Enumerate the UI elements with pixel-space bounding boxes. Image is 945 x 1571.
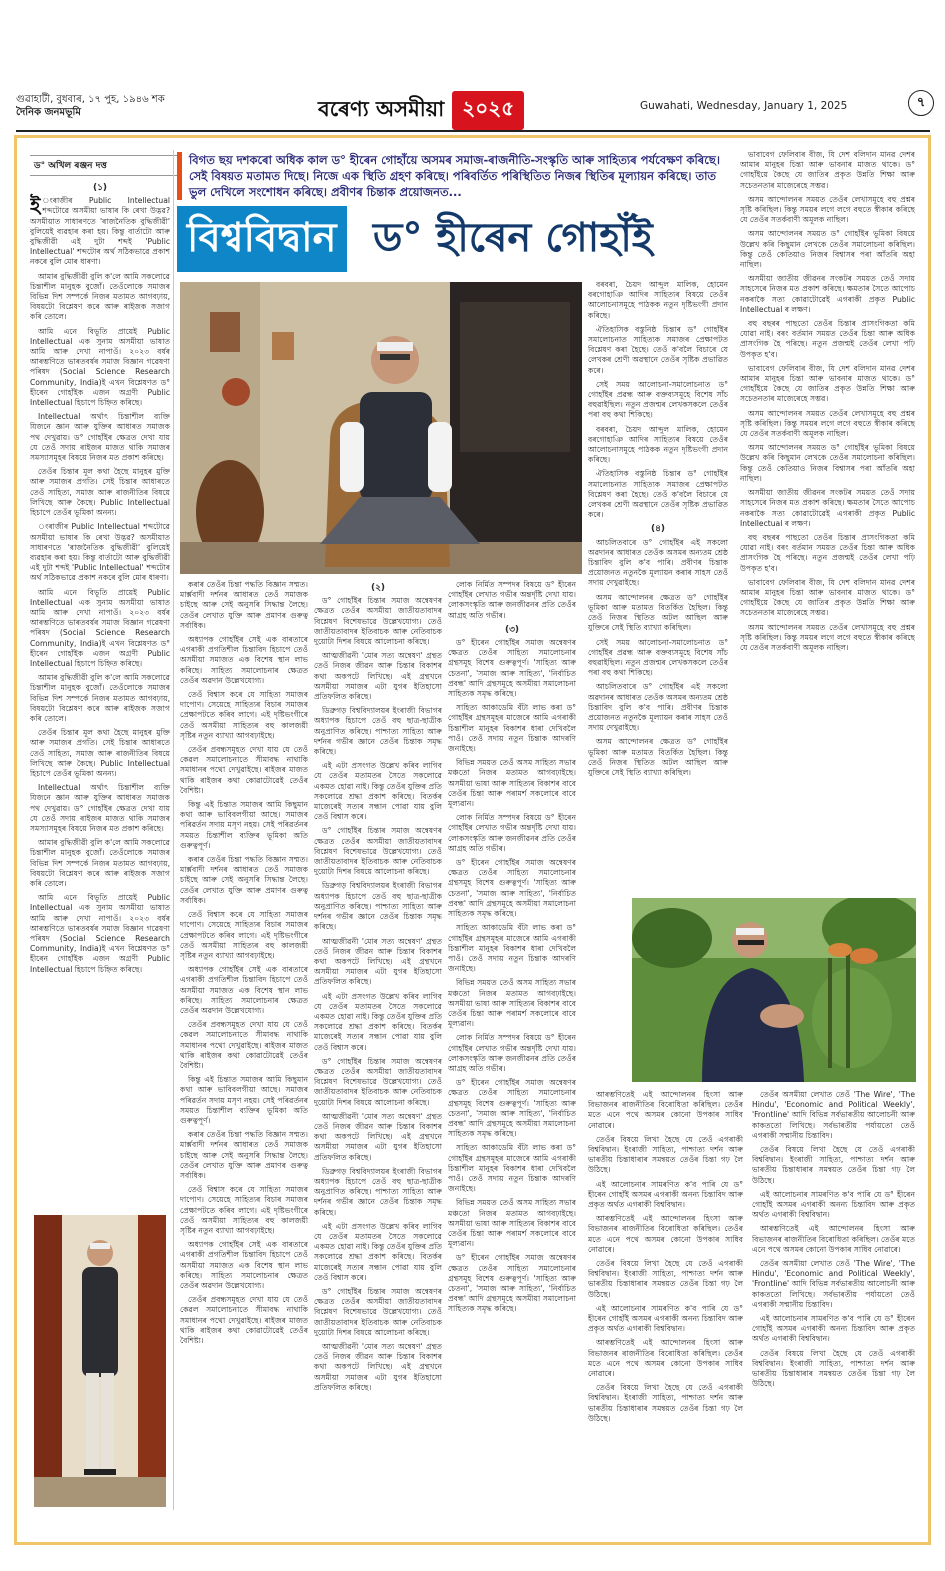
column-3 [314,580,442,1510]
main-portrait-photo [180,282,582,574]
section-number-3: (৩) [504,624,520,635]
section-title [318,90,524,130]
headline [177,206,733,272]
paragraph: আমাৰ বুদ্ধিজীৱী বুলি ক'লে আমি সকলোৱে চিন্তাশীল মানুহক বুজোঁ। তেওঁলোকে সমাজৰ বিভিন্ন দিশ সম্পৰ্কে নিজৰ মতামত আগবঢ়ায়, বিষয়টো বিশ্লেষণ কৰে আৰু ৰাইজক সজাগ কৰি তোলে। [30,838,170,888]
paragraph: ভাবাবেগ ফেলিবাৰ বীজ, যি দেশ বলিদান মানৱ দেশৰ আমাৰ মানুহৰ চিন্তা আৰু ভাবনাৰ মাজত থাকে। ড° গোহাঁইয়ে কৈছে যে জাতিৰ প্ৰকৃত উন্নতি শিক্ষা আৰু সচেতনতাৰ মাজেৰেহে সম্ভৱ। [740,577,915,618]
paragraph: অসম আন্দোলনৰ সময়ত ড° গোহাঁইৰ ভূমিকা বিষয়ে উল্লেখ কৰি কিছুমান লেখকে তেওঁৰ সমালোচনা কৰিছিল। কিন্তু তেওঁ কেতিয়াও নিজৰ বিশ্বাসৰ পৰা আঁতৰি অহা নাছিল। [740,229,915,270]
paragraph: সাহিত্য আকাডেমি বঁটা লাভ কৰা ড° গোহাঁইৰ গ্ৰন্থসমূহৰ মাজেৰে আমি এগৰাকী চিন্তাশীল মানুহৰ বিকাশৰ ধাৰা দেখিবলৈ পাওঁ। তেওঁ সদায় নতুন চিন্তাক আদৰণি জনাইছে। [448,1143,576,1194]
paragraph: বহু বছৰৰ পাছতো তেওঁৰ চিন্তাৰ প্ৰাসংগিকতা কমি যোৱা নাই। বৰং বৰ্তমান সময়ত তেওঁৰ চিন্তা আৰু অধিক প্ৰাসংগিক হৈ পৰিছে। নতুন প্ৰজন্মই তেওঁৰ লেখা পঢ়ি উপকৃত হ'ব। [740,532,915,573]
paragraph: এই আলোচনাৰ সামৰণিত ক'ব পাৰি যে ড° হীৰেন গোহাঁই অসমৰ এগৰাকী অনন্য চিন্তাবিদ আৰু প্ৰকৃত অৰ্থত এগৰাকী বিশ্ববিদ্বান। [588,1179,743,1210]
paragraph: লোক নিৰ্মিত সম্পদৰ বিষয়ে ড° হীৰেন গোহাঁইৰ লেখাত গভীৰ অন্তৰ্দৃষ্টি দেখা যায়। লোকসংস্কৃতি আৰু জনজীৱনৰ প্ৰতি তেওঁৰ আগ্ৰহ অতি গভীৰ। [448,1033,576,1073]
paragraph: আৰম্ভণিতেই এই আন্দোলনৰ হিংসা আৰু বিভাজনৰ ৰাজনীতিৰ বিৰোধিতা কৰিছিল। তেওঁৰ মতে এনে পথে অসমৰ কোনো উপকাৰ সাধিব নোৱাৰে। [752,1224,915,1254]
column-4 [448,580,576,1510]
paragraph: বৰবৰা, চৈয়দ আব্দুল মালিক, হোমেন বৰগোহাঞি আদিৰ সাহিত্যৰ বিষয়ে তেওঁৰ আলোচনাসমূহে পাঠকক নতুন দৃষ্টিভংগী প্ৰদান কৰিছে। [588,280,728,320]
paragraph: অধ্যাপক গোহাঁইৰ সেই এক বাৰতাৰে এগৰাকী প্ৰগতিশীল চিন্তাবিদ হিচাপে তেওঁ অসমীয়া সমাজত এক বিশেষ স্থান লাভ কৰিছে। সাহিত্য সমালোচনাৰ ক্ষেত্ৰত তেওঁৰ অৱদান উল্লেখযোগ্য। [180,635,308,685]
paragraph: বিভিন্ন সময়ত তেওঁ অসম সাহিত্য সভাৰ মঞ্চতো নিজৰ মতামত আগবঢ়াইছে। অসমীয়া ভাষা আৰু সাহিত্যৰ বিকাশৰ বাবে তেওঁৰ চিন্তা আৰু পৰামৰ্শ সকলোৰে বাবে মূল্যৱান। [448,978,576,1029]
paragraph: এই এটা প্ৰসংগত উল্লেখ কৰিব লাগিব যে তেওঁৰ মতামতৰ সৈতে সকলোৱে একমত হোৱা নাই। কিন্তু তেওঁৰ যুক্তিৰ প্ৰতি সকলোৱে শ্ৰদ্ধা প্ৰকাশ কৰিছে। বিতৰ্কৰ মাজেৰেই সত্যৰ সন্ধান পোৱা যায় বুলি তেওঁ বিশ্বাস কৰে। [314,1221,442,1282]
headline-highlight: বিশ্ববিদ্বান [177,206,347,272]
paragraph: অসম আন্দোলনৰ ক্ষেত্ৰত ড° গোহাঁইৰ ভূমিকা আৰু মতামত বিতৰ্কিত হৈছিল। কিন্তু তেওঁ নিজৰ স্থিতিত অটল আছিল আৰু যুক্তিৰে সেই স্থিতি ব্যাখ্যা কৰিছিল। [588,592,728,633]
paragraph: অসম আন্দোলনৰ সময়ত তেওঁৰ লেখাসমূহে বহু প্ৰশ্নৰ সৃষ্টি কৰিছিল। কিন্তু সময়ৰ লগে লগে বহুতে স্বীকাৰ কৰিছে যে তেওঁৰ সতৰ্কবাণী অমূলক নাছিল। [740,194,915,225]
column-divider [173,150,174,1510]
paragraph: অসমীয়া জাতীয় জীৱনৰ সংকটৰ সময়ত তেওঁ সদায় সাহসেৰে নিজৰ মত প্ৰকাশ কৰিছে। ক্ষমতাৰ সৈতে আপোচ নকৰাকৈ সত্য কোৱাটোৱেই এগৰাকী প্ৰকৃত Public Intellectual ৰ লক্ষণ। [740,274,915,314]
lede-text: বিগত ছয় দশকৰো অধিক কাল ড° হীৰেন গোহাঁয়ে অসমৰ সমাজ-ৰাজনীতি-সংস্কৃতি আৰু সাহিত্যৰ পৰ্যবেক্ষণ কৰিছে। সেই বিষয়ত মতামত দিছে। নিজে এক স্থিতি গ্ৰহণ কৰিছে। পৰিবৰ্তিত পৰিস্থিতিত নিজৰ স্থিতিৰ মূল্যায়ন কৰিছে। তাত ভুল দেখিলে সংশোধন কৰিছে। প্ৰবীণৰ চিন্তাক প্ৰয়োজনত... [189,153,720,199]
paragraph: তেওঁৰ প্ৰবন্ধসমূহত দেখা যায় যে তেওঁ কেৱল সমালোচনাতে সীমাবদ্ধ নাথাকি সমাধানৰ পথো দেখুৱাইছে। ৰাইজৰ মাজত থাকি ৰাইজৰ কথা কোৱাটোৱেই তেওঁৰ বৈশিষ্ট্য। [180,1295,308,1346]
standing-portrait-photo [34,1215,166,1507]
paragraph: আৰম্ভণিতেই এই আন্দোলনৰ হিংসা আৰু বিভাজনৰ ৰাজনীতিৰ বিৰোধিতা কৰিছিল। তেওঁৰ মতে এনে পথে অসমৰ কোনো উপকাৰ সাধিব নোৱাৰে। [588,1214,743,1254]
paragraph: ডিব্ৰুগড় বিশ্ববিদ্যালয়ৰ ইংৰাজী বিভাগৰ অধ্যাপক হিচাপে তেওঁ বহু ছাত্ৰ-ছাত্ৰীক অনুপ্ৰাণিত কৰিছে। পাশ্চাত্য সাহিত্য আৰু দৰ্শনৰ গভীৰ জ্ঞানে তেওঁৰ চিন্তাক সমৃদ্ধ কৰিছে। [314,1166,442,1217]
paragraph: ড° হীৰেন গোহাঁইৰ সমাজ অন্বেষণৰ ক্ষেত্ৰত তেওঁৰ সাহিত্য সমালোচনাৰ গ্ৰন্থসমূহ বিশেষ গুৰুত্বপূৰ্ণ। 'সাহিত্য আৰু চেতনা', 'সমাজ আৰু সাহিত্য', 'নিৰ্বাচিত প্ৰবন্ধ' আদি গ্ৰন্থসমূহে অসমীয়া সমালোচনা সাহিত্যক সমৃদ্ধ কৰিছে। [448,1078,576,1139]
paragraph: অসম আন্দোলনৰ ক্ষেত্ৰত ড° গোহাঁইৰ ভূমিকা আৰু মতামত বিতৰ্কিত হৈছিল। কিন্তু তেওঁ নিজৰ স্থিতিত অটল আছিল আৰু যুক্তিৰে সেই স্থিতি ব্যাখ্যা কৰিছিল। [588,737,728,777]
column-6-lower [752,1090,915,1510]
column-2 [180,580,308,1510]
paragraph: ডিব্ৰুগড় বিশ্ববিদ্যালয়ৰ ইংৰাজী বিভাগৰ অধ্যাপক হিচাপে তেওঁ বহু ছাত্ৰ-ছাত্ৰীক অনুপ্ৰাণিত কৰিছে। পাশ্চাত্য সাহিত্য আৰু দৰ্শনৰ গভীৰ জ্ঞানে তেওঁৰ চিন্তাক সমৃদ্ধ কৰিছে। [314,881,442,932]
column-6 [740,150,915,892]
paragraph: ড° গোহাঁইৰ চিন্তাৰ সমাজ অন্বেষণৰ ক্ষেত্ৰত তেওঁৰ অসমীয়া জাতীয়তাবাদৰ বিশ্লেষণ বিশেষভাৱে উল্লেখযোগ্য। তেওঁ জাতীয়তাবাদৰ ইতিবাচক আৰু নেতিবাচক দুয়োটা দিশৰ বিষয়ে আলোচনা কৰিছে। [314,596,442,647]
paragraph: ড° হীৰেন গোহাঁইৰ সমাজ অন্বেষণৰ ক্ষেত্ৰত তেওঁৰ সাহিত্য সমালোচনাৰ গ্ৰন্থসমূহ বিশেষ গুৰুত্বপূৰ্ণ। 'সাহিত্য আৰু চেতনা', 'সমাজ আৰু সাহিত্য', 'নিৰ্বাচিত প্ৰবন্ধ' আদি গ্ৰন্থসমূহে অসমীয়া সমালোচনা সাহিত্যক সমৃদ্ধ কৰিছে। [448,638,576,699]
paragraph: Intellectual অৰ্থাৎ চিন্তাশীল ব্যক্তি যিজনে জ্ঞান আৰু যুক্তিৰ আধাৰত সমাজক পথ দেখুৱায়। ড° গোহাঁইৰ ক্ষেত্ৰত দেখা যায় যে তেওঁ সদায় ৰাইজৰ মাজত থাকি সমাজৰ সমস্যাসমূহৰ বিষয়ে নিজৰ মত প্ৰকাশ কৰিছে। [30,783,170,833]
paragraph: এই এটা প্ৰসংগত উল্লেখ কৰিব লাগিব যে তেওঁৰ মতামতৰ সৈতে সকলোৱে একমত হোৱা নাই। কিন্তু তেওঁৰ যুক্তিৰ প্ৰতি সকলোৱে শ্ৰদ্ধা প্ৰকাশ কৰিছে। বিতৰ্কৰ মাজেৰেই সত্যৰ সন্ধান পোৱা যায় বুলি তেওঁ বিশ্বাস কৰে। [314,761,442,822]
paragraph: আমি এনে বিভূতি প্ৰায়েই Public Intellectual এক সুনাম অসমীয়া ভাষাত আমি আৰু দেখা নাপাওঁ। ২০২৩ বৰ্ষৰ আৰম্ভণিতে ভাৰতবৰ্ষৰ সমাজ বিজ্ঞান গৱেষণা পৰিষদ (Social Science Research Community, India)ই এখন বিশ্লেষণত ড° হীৰেন গোহাঁইক এজন অগ্ৰণী Public Intellectual হিচাপে চিহ্নিত কৰিছে। [30,587,170,668]
paragraph: অধ্যাপক গোহাঁইৰ সেই এক বাৰতাৰে এগৰাকী প্ৰগতিশীল চিন্তাবিদ হিচাপে তেওঁ অসমীয়া সমাজত এক বিশেষ স্থান লাভ কৰিছে। সাহিত্য সমালোচনাৰ ক্ষেত্ৰত তেওঁৰ অৱদান উল্লেখযোগ্য। [180,1240,308,1290]
paragraph: আমাৰ বুদ্ধিজীৱী বুলি ক'লে আমি সকলোৱে চিন্তাশীল মানুহক বুজোঁ। তেওঁলোকে সমাজৰ বিভিন্ন দিশ সম্পৰ্কে নিজৰ মতামত আগবঢ়ায়, বিষয়টো বিশ্লেষণ কৰে আৰু ৰাইজক সজাগ কৰি তোলে। [30,271,170,322]
paragraph: তেওঁৰ প্ৰবন্ধসমূহত দেখা যায় যে তেওঁ কেৱল সমালোচনাতে সীমাবদ্ধ নাথাকি সমাধানৰ পথো দেখুৱাইছে। ৰাইজৰ মাজত থাকি ৰাইজৰ কথা কোৱাটোৱেই তেওঁৰ বৈশিষ্ট্য। [180,745,308,795]
column-5-lower [588,1090,743,1510]
paragraph: ঐতিহাসিক বস্তুনিষ্ঠ চিন্তাৰ ড° গোহাঁইৰ সমালোচনাত সাহিত্যক সমাজৰ প্ৰেক্ষাপটত বিশ্লেষণ কৰা হৈছে। তেওঁ ক'বলৈ বিচাৰে যে লেখকৰ শ্ৰেণী অৱস্থানে তেওঁৰ সৃষ্টিক প্ৰভাৱিত কৰে। [588,324,728,375]
page-number: ৭ [908,90,934,116]
paragraph: তেওঁ বিশ্বাস কৰে যে সাহিত্য সমাজৰ দাপোণ। সেয়েহে সাহিত্যৰ বিচাৰ সমাজৰ প্ৰেক্ষাপটতে কৰিব লাগে। এই দৃষ্টিভংগীৰে তেওঁ অসমীয়া সাহিত্যৰ বহু কালজয়ী সৃষ্টিৰ নতুন ব্যাখ্যা আগবঢ়াইছে। [180,690,308,740]
paragraph: লোক নিৰ্মিত সম্পদৰ বিষয়ে ড° হীৰেন গোহাঁইৰ লেখাত গভীৰ অন্তৰ্দৃষ্টি দেখা যায়। লোকসংস্কৃতি আৰু জনজীৱনৰ প্ৰতি তেওঁৰ আগ্ৰহ অতি গভীৰ। [448,813,576,853]
paragraph: কৰাৰ তেওঁৰ চিন্তা পদ্ধতি বিজ্ঞান সম্মত। মাৰ্ক্সবাদী দৰ্শনৰ আধাৰত তেওঁ সমাজক চাইছে আৰু সেই অনুসৰি সিদ্ধান্ত লৈছে। তেওঁৰ লেখাত যুক্তি আৰু প্ৰমাণৰ গুৰুত্ব সৰ্বাধিক। [180,855,308,905]
paragraph: ড° গোহাঁইৰ চিন্তাৰ সমাজ অন্বেষণৰ ক্ষেত্ৰত তেওঁৰ অসমীয়া জাতীয়তাবাদৰ বিশ্লেষণ বিশেষভাৱে উল্লেখযোগ্য। তেওঁ জাতীয়তাবাদৰ ইতিবাচক আৰু নেতিবাচক দুয়োটা দিশৰ বিষয়ে আলোচনা কৰিছে। [314,826,442,877]
byline: ড° অখিল ৰঞ্জন দত্ত [30,155,178,176]
paragraph: বিভিন্ন সময়ত তেওঁ অসম সাহিত্য সভাৰ মঞ্চতো নিজৰ মতামত আগবঢ়াইছে। অসমীয়া ভাষা আৰু সাহিত্যৰ বিকাশৰ বাবে তেওঁৰ চিন্তা আৰু পৰামৰ্শ সকলোৰে বাবে মূল্যৱান। [448,1198,576,1249]
paragraph: তেওঁৰ বিষয়ে লিখা হৈছে যে তেওঁ এগৰাকী বিশ্ববিদ্বান। ইংৰাজী সাহিত্য, পাশ্চাত্য দৰ্শন আৰু ভাৰতীয় চিন্তাধাৰাৰ সমন্বয়ত তেওঁৰ চিন্তা গঢ় লৈ উঠিছে। [752,1348,915,1389]
dateline-local [16,93,165,119]
paragraph: এই আলোচনাৰ সামৰণিত ক'ব পাৰি যে ড° হীৰেন গোহাঁই অসমৰ এগৰাকী অনন্য চিন্তাবিদ আৰু প্ৰকৃত অৰ্থত এগৰাকী বিশ্ববিদ্বান। [588,1303,743,1334]
paragraph: ভাবাবেগ ফেলিবাৰ বীজ, যি দেশ বলিদান মানৱ দেশৰ আমাৰ মানুহৰ চিন্তা আৰু ভাবনাৰ মাজত থাকে। ড° গোহাঁইয়ে কৈছে যে জাতিৰ প্ৰকৃত উন্নতি শিক্ষা আৰু সচেতনতাৰ মাজেৰেহে সম্ভৱ। [740,363,915,404]
paragraph: অসম আন্দোলনৰ সময়ত তেওঁৰ লেখাসমূহে বহু প্ৰশ্নৰ সৃষ্টি কৰিছিল। কিন্তু সময়ৰ লগে লগে বহুতে স্বীকাৰ কৰিছে যে তেওঁৰ সতৰ্কবাণী অমূলক নাছিল। [740,622,915,652]
paragraph: ভাবাবেগ ফেলিবাৰ বীজ, যি দেশ বলিদান মানৱ দেশৰ আমাৰ মানুহৰ চিন্তা আৰু ভাবনাৰ মাজত থাকে। ড° গোহাঁইয়ে কৈছে যে জাতিৰ প্ৰকৃত উন্নতি শিক্ষা আৰু সচেতনতাৰ মাজেৰেহে সম্ভৱ। [740,150,915,190]
paragraph: অধ্যাপক গোহাঁইৰ সেই এক বাৰতাৰে এগৰাকী প্ৰগতিশীল চিন্তাবিদ হিচাপে তেওঁ অসমীয়া সমাজত এক বিশেষ স্থান লাভ কৰিছে। সাহিত্য সমালোচনাৰ ক্ষেত্ৰত তেওঁৰ অৱদান উল্লেখযোগ্য। [180,965,308,1015]
paragraph: কৰাৰ তেওঁৰ চিন্তা পদ্ধতি বিজ্ঞান সম্মত। মাৰ্ক্সবাদী দৰ্শনৰ আধাৰত তেওঁ সমাজক চাইছে আৰু সেই অনুসৰি সিদ্ধান্ত লৈছে। তেওঁৰ লেখাত যুক্তি আৰু প্ৰমাণৰ গুৰুত্ব সৰ্বাধিক। [180,1130,308,1180]
dateline-english: Guwahati, Wednesday, January 1, 2025 [640,100,848,112]
paragraph: কিন্তু এই চিন্তাত সমাজৰ আমি কিছুমান কথা আৰু ভাবিবলগীয়া আছে। সমাজৰ পৰিৱৰ্তন সদায় মসৃণ নহয়। সেই পৰিৱৰ্তনৰ সময়ত চিন্তাশীল ব্যক্তিৰ ভূমিকা অতি গুৰুত্বপূৰ্ণ। [180,800,308,850]
paragraph: আৰম্ভণিতেই এই আন্দোলনৰ হিংসা আৰু বিভাজনৰ ৰাজনীতিৰ বিৰোধিতা কৰিছিল। তেওঁৰ মতে এনে পথে অসমৰ কোনো উপকাৰ সাধিব নোৱাৰে। [588,1338,743,1379]
paragraph: ড° হীৰেন গোহাঁইৰ সমাজ অন্বেষণৰ ক্ষেত্ৰত তেওঁৰ সাহিত্য সমালোচনাৰ গ্ৰন্থসমূহ বিশেষ গুৰুত্বপূৰ্ণ। 'সাহিত্য আৰু চেতনা', 'সমাজ আৰু সাহিত্য', 'নিৰ্বাচিত প্ৰবন্ধ' আদি গ্ৰন্থসমূহে অসমীয়া সমালোচনা সাহিত্যক সমৃদ্ধ কৰিছে। [448,1253,576,1314]
paragraph: ডিব্ৰুগড় বিশ্ববিদ্যালয়ৰ ইংৰাজী বিভাগৰ অধ্যাপক হিচাপে তেওঁ বহু ছাত্ৰ-ছাত্ৰীক অনুপ্ৰাণিত কৰিছে। পাশ্চাত্য সাহিত্য আৰু দৰ্শনৰ গভীৰ জ্ঞানে তেওঁৰ চিন্তাক সমৃদ্ধ কৰিছে। [314,706,442,757]
paragraph: তেওঁৰ চিন্তাৰ মূল কথা হৈছে মানুহৰ মুক্তি আৰু সমাজৰ প্ৰগতি। সেই চিন্তাৰ আধাৰতে তেওঁ সাহিত্য, সমাজ আৰু ৰাজনীতিৰ বিষয়ে লিখিছে আৰু কৈছে। Public Intellectual হিচাপে তেওঁৰ ভূমিকা অনন্য। [30,728,170,778]
paragraph: লোক নিৰ্মিত সম্পদৰ বিষয়ে ড° হীৰেন গোহাঁইৰ লেখাত গভীৰ অন্তৰ্দৃষ্টি দেখা যায়। লোকসংস্কৃতি আৰু জনজীৱনৰ প্ৰতি তেওঁৰ আগ্ৰহ অতি গভীৰ। [448,580,576,620]
garden-portrait-photo [632,898,916,1082]
masthead [0,0,945,121]
paragraph: সাহিত্য আকাডেমি বঁটা লাভ কৰা ড° গোহাঁইৰ গ্ৰন্থসমূহৰ মাজেৰে আমি এগৰাকী চিন্তাশীল মানুহৰ বিকাশৰ ধাৰা দেখিবলৈ পাওঁ। তেওঁ সদায় নতুন চিন্তাক আদৰণি জনাইছে। [448,923,576,974]
paragraph: তেওঁৰ অসমীয়া লেখাত তেওঁ 'The Wire', 'The Hindu', 'Economic and Political Weekly', 'Frontline' আদি বিভিন্ন সৰ্বভাৰতীয় আলোচনী আৰু কাকততো লিখিছে। সৰ্বভাৰতীয় পৰ্যায়তো তেওঁ এগৰাকী সন্মানীয় চিন্তাবিদ। [752,1259,915,1309]
paragraph: আমি এনে বিভূতি প্ৰায়েই Public Intellectual এক সুনাম অসমীয়া ভাষাত আমি আৰু দেখা নাপাওঁ। ২০২৩ বৰ্ষৰ আৰম্ভণিতে ভাৰতবৰ্ষৰ সমাজ বিজ্ঞান গৱেষণা পৰিষদ (Social Science Research Community, India)ই এখন বিশ্লেষণত ড° হীৰেন গোহাঁইক এজন অগ্ৰণী Public Intellectual হিচাপে চিহ্নিত কৰিছে। [30,893,170,974]
paragraph: আত্মজীৱনী 'মোৰ সত্য অন্বেষণ' গ্ৰন্থত তেওঁ নিজৰ জীৱন আৰু চিন্তাৰ বিকাশৰ কথা অকপটে লিখিছে। এই গ্ৰন্থখনে অসমীয়া সমাজৰ এটা যুগৰ ইতিহাসো প্ৰতিফলিত কৰিছে। [314,1111,442,1162]
paragraph: বৰবৰা, চৈয়দ আব্দুল মালিক, হোমেন বৰগোহাঞি আদিৰ সাহিত্যৰ বিষয়ে তেওঁৰ আলোচনাসমূহে পাঠকক নতুন দৃষ্টিভংগী প্ৰদান কৰিছে। [588,424,728,465]
paragraph: সাহিত্য আকাডেমি বঁটা লাভ কৰা ড° গোহাঁইৰ গ্ৰন্থসমূহৰ মাজেৰে আমি এগৰাকী চিন্তাশীল মানুহৰ বিকাশৰ ধাৰা দেখিবলৈ পাওঁ। তেওঁ সদায় নতুন চিন্তাক আদৰণি জনাইছে। [448,703,576,754]
year-badge: ২০২৫ [452,91,524,130]
paragraph: আমাৰ বুদ্ধিজীৱী বুলি ক'লে আমি সকলোৱে চিন্তাশীল মানুহক বুজোঁ। তেওঁলোকে সমাজৰ বিভিন্ন দিশ সম্পৰ্কে নিজৰ মতামত আগবঢ়ায়, বিষয়টো বিশ্লেষণ কৰে আৰু ৰাইজক সজাগ কৰি তোলে। [30,673,170,723]
paragraph: তেওঁৰ বিষয়ে লিখা হৈছে যে তেওঁ এগৰাকী বিশ্ববিদ্বান। ইংৰাজী সাহিত্য, পাশ্চাত্য দৰ্শন আৰু ভাৰতীয় চিন্তাধাৰাৰ সমন্বয়ত তেওঁৰ চিন্তা গঢ় লৈ উঠিছে। [588,1383,743,1423]
paragraph: আত্মজীৱনী 'মোৰ সত্য অন্বেষণ' গ্ৰন্থত তেওঁ নিজৰ জীৱন আৰু চিন্তাৰ বিকাশৰ কথা অকপটে লিখিছে। এই গ্ৰন্থখনে অসমীয়া সমাজৰ এটা যুগৰ ইতিহাসো প্ৰতিফলিত কৰিছে। [314,936,442,987]
paragraph: কৰাৰ তেওঁৰ চিন্তা পদ্ধতি বিজ্ঞান সম্মত। মাৰ্ক্সবাদী দৰ্শনৰ আধাৰত তেওঁ সমাজক চাইছে আৰু সেই অনুসৰি সিদ্ধান্ত লৈছে। তেওঁৰ লেখাত যুক্তি আৰু প্ৰমাণৰ গুৰুত্ব সৰ্বাধিক। [180,580,308,630]
paragraph: আচলিতবাৰে ড° গোহাঁইৰ এই সকলো অৱদানৰ আধাৰত তেওঁক অসমৰ অন্যতম শ্ৰেষ্ঠ চিন্তাবিদ বুলি ক'ব পাৰি। প্ৰবীণৰ চিন্তাক প্ৰয়োজনত নতুনকৈ মূল্যায়ন কৰাৰ সাহস তেওঁ সদায় দেখুৱাইছে। [588,537,728,588]
paragraph: এই আলোচনাৰ সামৰণিত ক'ব পাৰি যে ড° হীৰেন গোহাঁই অসমৰ এগৰাকী অনন্য চিন্তাবিদ আৰু প্ৰকৃত অৰ্থত এগৰাকী বিশ্ববিদ্বান। [752,1314,915,1344]
paragraph: আৰম্ভণিতেই এই আন্দোলনৰ হিংসা আৰু বিভাজনৰ ৰাজনীতিৰ বিৰোধিতা কৰিছিল। তেওঁৰ মতে এনে পথে অসমৰ কোনো উপকাৰ সাধিব নোৱাৰে। [588,1090,743,1130]
lede-banner [177,152,728,200]
paragraph: আত্মজীৱনী 'মোৰ সত্য অন্বেষণ' গ্ৰন্থত তেওঁ নিজৰ জীৱন আৰু চিন্তাৰ বিকাশৰ কথা অকপটে লিখিছে। এই গ্ৰন্থখনে অসমীয়া সমাজৰ এটা যুগৰ ইতিহাসো প্ৰতিফলিত কৰিছে। [314,651,442,702]
paragraph: ংৰাজীৰ Public Intellectual শব্দটোৱে অসমীয়া ভাষাৰ কি ৰেখা উদ্ভৱ? অসমীয়াত সাধাৰণতে 'ৰাজনৈতিক বুদ্ধিজীৱী' বুলিয়েই ব্যৱহাৰ কৰা হয়। কিন্তু বাৰ্তাটো আৰু বুদ্ধিজীৱী এই দুটা শব্দই 'Public Intellectual' শব্দটোৰ অৰ্থ সঠিকভাৱে প্ৰকাশ নকৰে বুলি মোৰ ধাৰণা। [30,522,170,583]
drop-cap: ই [30,193,41,218]
paragraph: তেওঁৰ বিষয়ে লিখা হৈছে যে তেওঁ এগৰাকী বিশ্ববিদ্বান। ইংৰাজী সাহিত্য, পাশ্চাত্য দৰ্শন আৰু ভাৰতীয় চিন্তাধাৰাৰ সমন্বয়ত তেওঁৰ চিন্তা গঢ় লৈ উঠিছে। [588,1259,743,1299]
section-number-4: (৪) [650,524,666,535]
paragraph: ড° গোহাঁইৰ চিন্তাৰ সমাজ অন্বেষণৰ ক্ষেত্ৰত তেওঁৰ অসমীয়া জাতীয়তাবাদৰ বিশ্লেষণ বিশেষভাৱে উল্লেখযোগ্য। তেওঁ জাতীয়তাবাদৰ ইতিবাচক আৰু নেতিবাচক দুয়োটা দিশৰ বিষয়ে আলোচনা কৰিছে। [314,1287,442,1337]
paragraph: সেই সময় আলোচনা-সমালোচনাত ড° গোহাঁইৰ প্ৰৱন্ধ আৰু বক্তব্যসমূহে বিশেষ সাঁচ বহুৱাইছিল। নতুন প্ৰজন্মৰ লেখকসকলে তেওঁৰ পৰা বহু কথা শিকিছে। [588,379,728,420]
paragraph: তেওঁৰ প্ৰবন্ধসমূহত দেখা যায় যে তেওঁ কেৱল সমালোচনাতে সীমাবদ্ধ নাথাকি সমাধানৰ পথো দেখুৱাইছে। ৰাইজৰ মাজত থাকি ৰাইজৰ কথা কোৱাটোৱেই তেওঁৰ বৈশিষ্ট্য। [180,1020,308,1070]
paragraph: আচলিতবাৰে ড° গোহাঁইৰ এই সকলো অৱদানৰ আধাৰত তেওঁক অসমৰ অন্যতম শ্ৰেষ্ঠ চিন্তাবিদ বুলি ক'ব পাৰি। প্ৰবীণৰ চিন্তাক প্ৰয়োজনত নতুনকৈ মূল্যায়ন কৰাৰ সাহস তেওঁ সদায় দেখুৱাইছে। [588,682,728,733]
paragraph: সেই সময় আলোচনা-সমালোচনাত ড° গোহাঁইৰ প্ৰৱন্ধ আৰু বক্তব্যসমূহে বিশেষ সাঁচ বহুৱাইছিল। নতুন প্ৰজন্মৰ লেখকসকলে তেওঁৰ পৰা বহু কথা শিকিছে। [588,637,728,678]
headline-name: ড° হীৰেন গোহাঁই [373,214,653,261]
paragraph: ঐতিহাসিক বস্তুনিষ্ঠ চিন্তাৰ ড° গোহাঁইৰ সমালোচনাত সাহিত্যক সমাজৰ প্ৰেক্ষাপটত বিশ্লেষণ কৰা হৈছে। তেওঁ ক'বলৈ বিচাৰে যে লেখকৰ শ্ৰেণী অৱস্থানে তেওঁৰ সৃষ্টিক প্ৰভাৱিত কৰে। [588,469,728,520]
paragraph: ড° হীৰেন গোহাঁইৰ সমাজ অন্বেষণৰ ক্ষেত্ৰত তেওঁৰ সাহিত্য সমালোচনাৰ গ্ৰন্থসমূহ বিশেষ গুৰুত্বপূৰ্ণ। 'সাহিত্য আৰু চেতনা', 'সমাজ আৰু সাহিত্য', 'নিৰ্বাচিত প্ৰবন্ধ' আদি গ্ৰন্থসমূহে অসমীয়া সমালোচনা সাহিত্যক সমৃদ্ধ কৰিছে। [448,858,576,919]
paragraph: তেওঁ বিশ্বাস কৰে যে সাহিত্য সমাজৰ দাপোণ। সেয়েহে সাহিত্যৰ বিচাৰ সমাজৰ প্ৰেক্ষাপটতে কৰিব লাগে। এই দৃষ্টিভংগীৰে তেওঁ অসমীয়া সাহিত্যৰ বহু কালজয়ী সৃষ্টিৰ নতুন ব্যাখ্যা আগবঢ়াইছে। [180,910,308,960]
paragraph: বিভিন্ন সময়ত তেওঁ অসম সাহিত্য সভাৰ মঞ্চতো নিজৰ মতামত আগবঢ়াইছে। অসমীয়া ভাষা আৰু সাহিত্যৰ বিকাশৰ বাবে তেওঁৰ চিন্তা আৰু পৰামৰ্শ সকলোৰে বাবে মূল্যৱান। [448,758,576,809]
paragraph: তেওঁৰ অসমীয়া লেখাত তেওঁ 'The Wire', 'The Hindu', 'Economic and Political Weekly', 'Frontline' আদি বিভিন্ন সৰ্বভাৰতীয় আলোচনী আৰু কাকততো লিখিছে। সৰ্বভাৰতীয় পৰ্যায়তো তেওঁ এগৰাকী সন্মানীয় চিন্তাবিদ। [752,1090,915,1140]
paragraph: অসম আন্দোলনৰ সময়ত ড° গোহাঁইৰ ভূমিকা বিষয়ে উল্লেখ কৰি কিছুমান লেখকে তেওঁৰ সমালোচনা কৰিছিল। কিন্তু তেওঁ কেতিয়াও নিজৰ বিশ্বাসৰ পৰা আঁতৰি অহা নাছিল। [740,443,915,483]
dateline-local-text: গুৱাহাটী, বুধবাৰ, ১৭ পুহ, ১৯৪৬ শক [16,94,165,105]
paragraph: তেওঁৰ চিন্তাৰ মূল কথা হৈছে মানুহৰ মুক্তি আৰু সমাজৰ প্ৰগতি। সেই চিন্তাৰ আধাৰতে তেওঁ সাহিত্য, সমাজ আৰু ৰাজনীতিৰ বিষয়ে লিখিছে আৰু কৈছে। Public Intellectual হিচাপে তেওঁৰ ভূমিকা অনন্য। [30,467,170,518]
paragraph: এই আলোচনাৰ সামৰণিত ক'ব পাৰি যে ড° হীৰেন গোহাঁই অসমৰ এগৰাকী অনন্য চিন্তাবিদ আৰু প্ৰকৃত অৰ্থত এগৰাকী বিশ্ববিদ্বান। [752,1189,915,1220]
paragraph: তেওঁ বিশ্বাস কৰে যে সাহিত্য সমাজৰ দাপোণ। সেয়েহে সাহিত্যৰ বিচাৰ সমাজৰ প্ৰেক্ষাপটতে কৰিব লাগে। এই দৃষ্টিভংগীৰে তেওঁ অসমীয়া সাহিত্যৰ বহু কালজয়ী সৃষ্টিৰ নতুন ব্যাখ্যা আগবঢ়াইছে। [180,1185,308,1235]
paragraph: তেওঁৰ বিষয়ে লিখা হৈছে যে তেওঁ এগৰাকী বিশ্ববিদ্বান। ইংৰাজী সাহিত্য, পাশ্চাত্য দৰ্শন আৰু ভাৰতীয় চিন্তাধাৰাৰ সমন্বয়ত তেওঁৰ চিন্তা গঢ় লৈ উঠিছে। [588,1134,743,1175]
paragraph: অসম আন্দোলনৰ সময়ত তেওঁৰ লেখাসমূহে বহু প্ৰশ্নৰ সৃষ্টি কৰিছিল। কিন্তু সময়ৰ লগে লগে বহুতে স্বীকাৰ কৰিছে যে তেওঁৰ সতৰ্কবাণী অমূলক নাছিল। [740,408,915,439]
paragraph: আমি এনে বিভূতি প্ৰায়েই Public Intellectual এক সুনাম অসমীয়া ভাষাত আমি আৰু দেখা নাপাওঁ। ২০২৩ বৰ্ষৰ আৰম্ভণিতে ভাৰতবৰ্ষৰ সমাজ বিজ্ঞান গৱেষণা পৰিষদ (Social Science Research Community, India)ই এখন বিশ্লেষণত ড° হীৰেন গোহাঁইক এজন অগ্ৰণী Public Intellectual হিচাপে চিহ্নিত কৰিছে। [30,326,170,408]
paragraph: তেওঁৰ বিষয়ে লিখা হৈছে যে তেওঁ এগৰাকী বিশ্ববিদ্বান। ইংৰাজী সাহিত্য, পাশ্চাত্য দৰ্শন আৰু ভাৰতীয় চিন্তাধাৰাৰ সমন্বয়ত তেওঁৰ চিন্তা গঢ় লৈ উঠিছে। [752,1145,915,1185]
paragraph: ড° গোহাঁইৰ চিন্তাৰ সমাজ অন্বেষণৰ ক্ষেত্ৰত তেওঁৰ অসমীয়া জাতীয়তাবাদৰ বিশ্লেষণ বিশেষভাৱে উল্লেখযোগ্য। তেওঁ জাতীয়তাবাদৰ ইতিবাচক আৰু নেতিবাচক দুয়োটা দিশৰ বিষয়ে আলোচনা কৰিছে। [314,1056,442,1107]
paragraph: বহু বছৰৰ পাছতো তেওঁৰ চিন্তাৰ প্ৰাসংগিকতা কমি যোৱা নাই। বৰং বৰ্তমান সময়ত তেওঁৰ চিন্তা আৰু অধিক প্ৰাসংগিক হৈ পৰিছে। নতুন প্ৰজন্মই তেওঁৰ লেখা পঢ়ি উপকৃত হ'ব। [740,319,915,359]
paragraph: ংৰাজীৰ Public Intellectual শব্দটোৱে অসমীয়া ভাষাৰ কি ৰেখা উদ্ভৱ? অসমীয়াত সাধাৰণতে 'ৰাজনৈতিক বুদ্ধিজীৱী' বুলিয়েই ব্যৱহাৰ কৰা হয়। কিন্তু বাৰ্তাটো আৰু বুদ্ধিজীৱী এই দুটা শব্দই 'Public Intellectual' শব্দটোৰ অৰ্থ সঠিকভাৱে প্ৰকাশ নকৰে বুলি মোৰ ধাৰণা। [30,196,170,267]
lede-accent-bar [177,152,182,200]
paragraph: কিন্তু এই চিন্তাত সমাজৰ আমি কিছুমান কথা আৰু ভাবিবলগীয়া আছে। সমাজৰ পৰিৱৰ্তন সদায় মসৃণ নহয়। সেই পৰিৱৰ্তনৰ সময়ত চিন্তাশীল ব্যক্তিৰ ভূমিকা অতি গুৰুত্বপূৰ্ণ। [180,1075,308,1125]
section-number-2: (২) [370,583,386,593]
section-number-1: (১) [92,183,108,193]
paper-name: দৈনিক জনমভূমি [16,107,81,118]
paragraph: এই এটা প্ৰসংগত উল্লেখ কৰিব লাগিব যে তেওঁৰ মতামতৰ সৈতে সকলোৱে একমত হোৱা নাই। কিন্তু তেওঁৰ যুক্তিৰ প্ৰতি সকলোৱে শ্ৰদ্ধা প্ৰকাশ কৰিছে। বিতৰ্কৰ মাজেৰেই সত্যৰ সন্ধান পোৱা যায় বুলি তেওঁ বিশ্বাস কৰে। [314,991,442,1052]
column-5 [588,280,728,892]
section-title-text: বৰেণ্য অসমীয়া [318,95,445,121]
paragraph: আত্মজীৱনী 'মোৰ সত্য অন্বেষণ' গ্ৰন্থত তেওঁ নিজৰ জীৱন আৰু চিন্তাৰ বিকাশৰ কথা অকপটে লিখিছে। এই গ্ৰন্থখনে অসমীয়া সমাজৰ এটা যুগৰ ইতিহাসো প্ৰতিফলিত কৰিছে। [314,1342,442,1392]
paragraph: Intellectual অৰ্থাৎ চিন্তাশীল ব্যক্তি যিজনে জ্ঞান আৰু যুক্তিৰ আধাৰত সমাজক পথ দেখুৱায়। ড° গোহাঁইৰ ক্ষেত্ৰত দেখা যায় যে তেওঁ সদায় ৰাইজৰ মাজত থাকি সমাজৰ সমস্যাসমূহৰ বিষয়ে নিজৰ মত প্ৰকাশ কৰিছে। [30,412,170,463]
paragraph: অসমীয়া জাতীয় জীৱনৰ সংকটৰ সময়ত তেওঁ সদায় সাহসেৰে নিজৰ মত প্ৰকাশ কৰিছে। ক্ষমতাৰ সৈতে আপোচ নকৰাকৈ সত্য কোৱাটোৱেই এগৰাকী প্ৰকৃত Public Intellectual ৰ লক্ষণ। [740,488,915,528]
masthead-rule [16,130,930,132]
